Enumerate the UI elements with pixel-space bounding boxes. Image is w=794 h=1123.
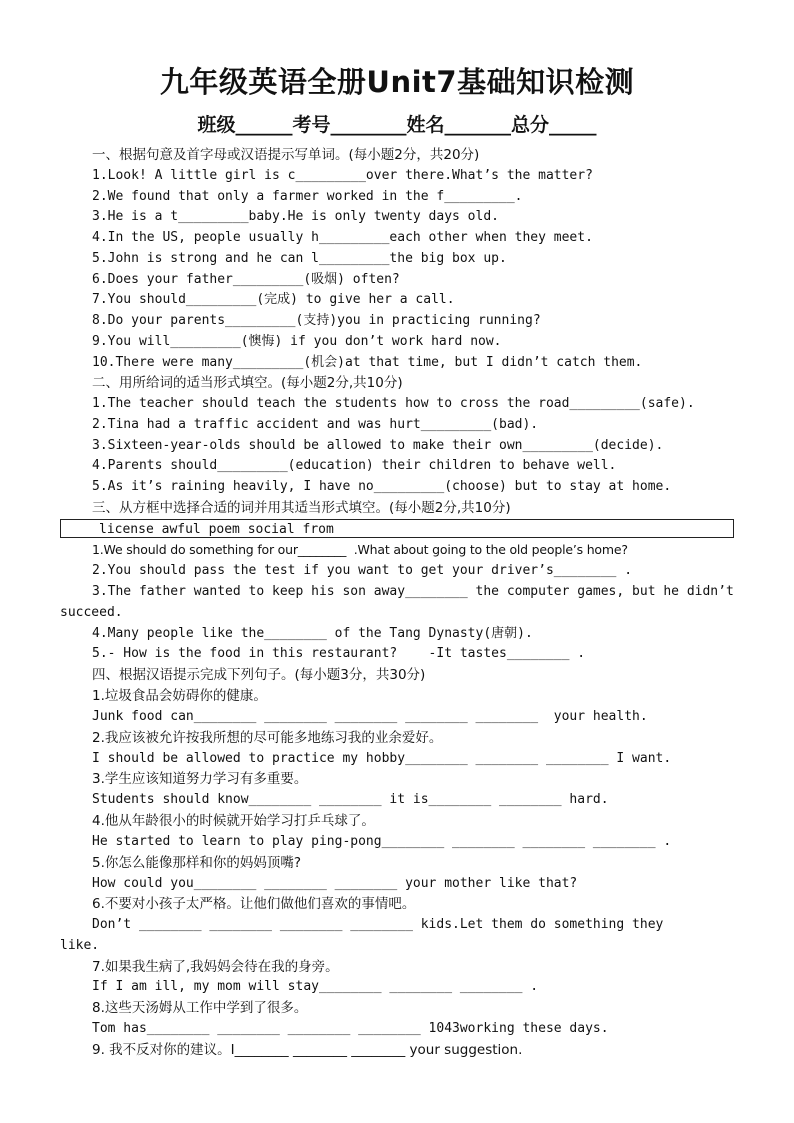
- chinese-prompt: 1.垃圾食品会妨碍你的健康。: [92, 688, 267, 704]
- question-line: 5.- How is the food in this restaurant? -It tastes________ .: [92, 646, 586, 661]
- question-line: 3.The father wanted to keep his son away________ the computer games, but he didn’t: [92, 584, 734, 599]
- chinese-prompt: 2.我应该被允许按我所想的尽可能多地练习我的业余爱好。: [92, 730, 443, 746]
- section-heading-2: 二、用所给词的适当形式填空。(每小题2分,共10分): [92, 375, 403, 391]
- answer-line: like.: [60, 938, 100, 953]
- question-line: 5.As it’s raining heavily, I have no_________(choose) but to stay at home.: [92, 479, 672, 494]
- chinese-prompt: 5.你怎么能像那样和你的妈妈顶嘴?: [92, 855, 302, 871]
- question-line: 2.Tina had a traffic accident and was hurt_________(bad).: [92, 417, 539, 432]
- question-line: 10.There were many_________(机会)at that time, but I didn’t catch them.: [92, 355, 643, 370]
- answer-line: Don’t ________ ________ ________ ________ kids.Let them do something they: [92, 917, 664, 932]
- page-title: 九年级英语全册Unit7基础知识检测: [159, 65, 635, 99]
- question-line: 5.John is strong and he can l_________the big box up.: [92, 251, 507, 266]
- answer-line: He started to learn to play ping-pong________ ________ ________ ________ .: [92, 834, 672, 849]
- question-line: 6.Does your father_________(吸烟) often?: [92, 272, 400, 287]
- answer-line: How could you________ ________ ________ your mother like that?: [92, 876, 578, 891]
- section-heading-1: 一、根据句意及首字母或汉语提示写单词。(每小题2分，共20分): [92, 147, 480, 163]
- question-line: 8.Do your parents_________(支持)you in practicing running?: [92, 313, 541, 328]
- section-heading-4: 四、根据汉语提示完成下列句子。(每小题3分，共30分): [92, 667, 426, 683]
- question-line: 2.You should pass the test if you want to get your driver’s________ .: [92, 563, 633, 578]
- answer-line: I should be allowed to practice my hobby________ ________ ________ I want.: [92, 751, 672, 766]
- chinese-prompt: 8.这些天汤姆从工作中学到了很多。: [92, 1000, 308, 1016]
- word-box: license awful poem social from: [60, 519, 734, 538]
- question-line: 4.Parents should_________(education) their children to behave well.: [92, 458, 617, 473]
- question-line: succeed.: [60, 605, 123, 620]
- question-line: 4.In the US, people usually h_________each other when they meet.: [92, 230, 593, 245]
- question-line: 3.He is a t_________baby.He is only twenty days old.: [92, 209, 499, 224]
- question-line: 1.Look! A little girl is c_________over there.What’s the matter?: [92, 168, 593, 183]
- chinese-prompt: 7.如果我生病了,我妈妈会待在我的身旁。: [92, 959, 339, 975]
- answer-line: Junk food can________ ________ ________ ________ ________ your health.: [92, 709, 648, 724]
- question-line: 2.We found that only a farmer worked in the f_________.: [92, 189, 523, 204]
- section-heading-3: 三、从方框中选择合适的词并用其适当形式填空。(每小题2分,共10分): [92, 500, 511, 516]
- question-line: 9.You will_________(懊悔) if you don’t work hard now.: [92, 334, 502, 349]
- chinese-prompt: 6.不要对小孩子太严格。让他们做他们喜欢的事情吧。: [92, 896, 416, 912]
- student-info-line: 班级______考号________姓名_______总分_____: [197, 114, 597, 136]
- question-line: 1.We should do something for our________ .What about going to the old people’s home?: [92, 542, 628, 557]
- question-line: 3.Sixteen-year-olds should be allowed to make their own_________(decide).: [92, 438, 664, 453]
- question-line: 1.The teacher should teach the students how to cross the road_________(safe).: [92, 396, 695, 411]
- question-line: 4.Many people like the________ of the Tang Dynasty(唐朝).: [92, 626, 533, 641]
- answer-line: If I am ill, my mom will stay________ ________ ________ .: [92, 979, 539, 994]
- question-line: 7.You should_________(完成) to give her a call.: [92, 292, 455, 307]
- chinese-prompt: 4.他从年龄很小的时候就开始学习打乒乓球了。: [92, 813, 375, 829]
- chinese-prompt: 3.学生应该知道努力学习有多重要。: [92, 771, 308, 787]
- answer-line: Tom has________ ________ ________ ________ 1043working these days.: [92, 1021, 609, 1036]
- question-line: 9. 我不反对你的建议。I________ ________ ________ your suggestion.: [92, 1042, 523, 1058]
- answer-line: Students should know________ ________ it is________ ________ hard.: [92, 792, 609, 807]
